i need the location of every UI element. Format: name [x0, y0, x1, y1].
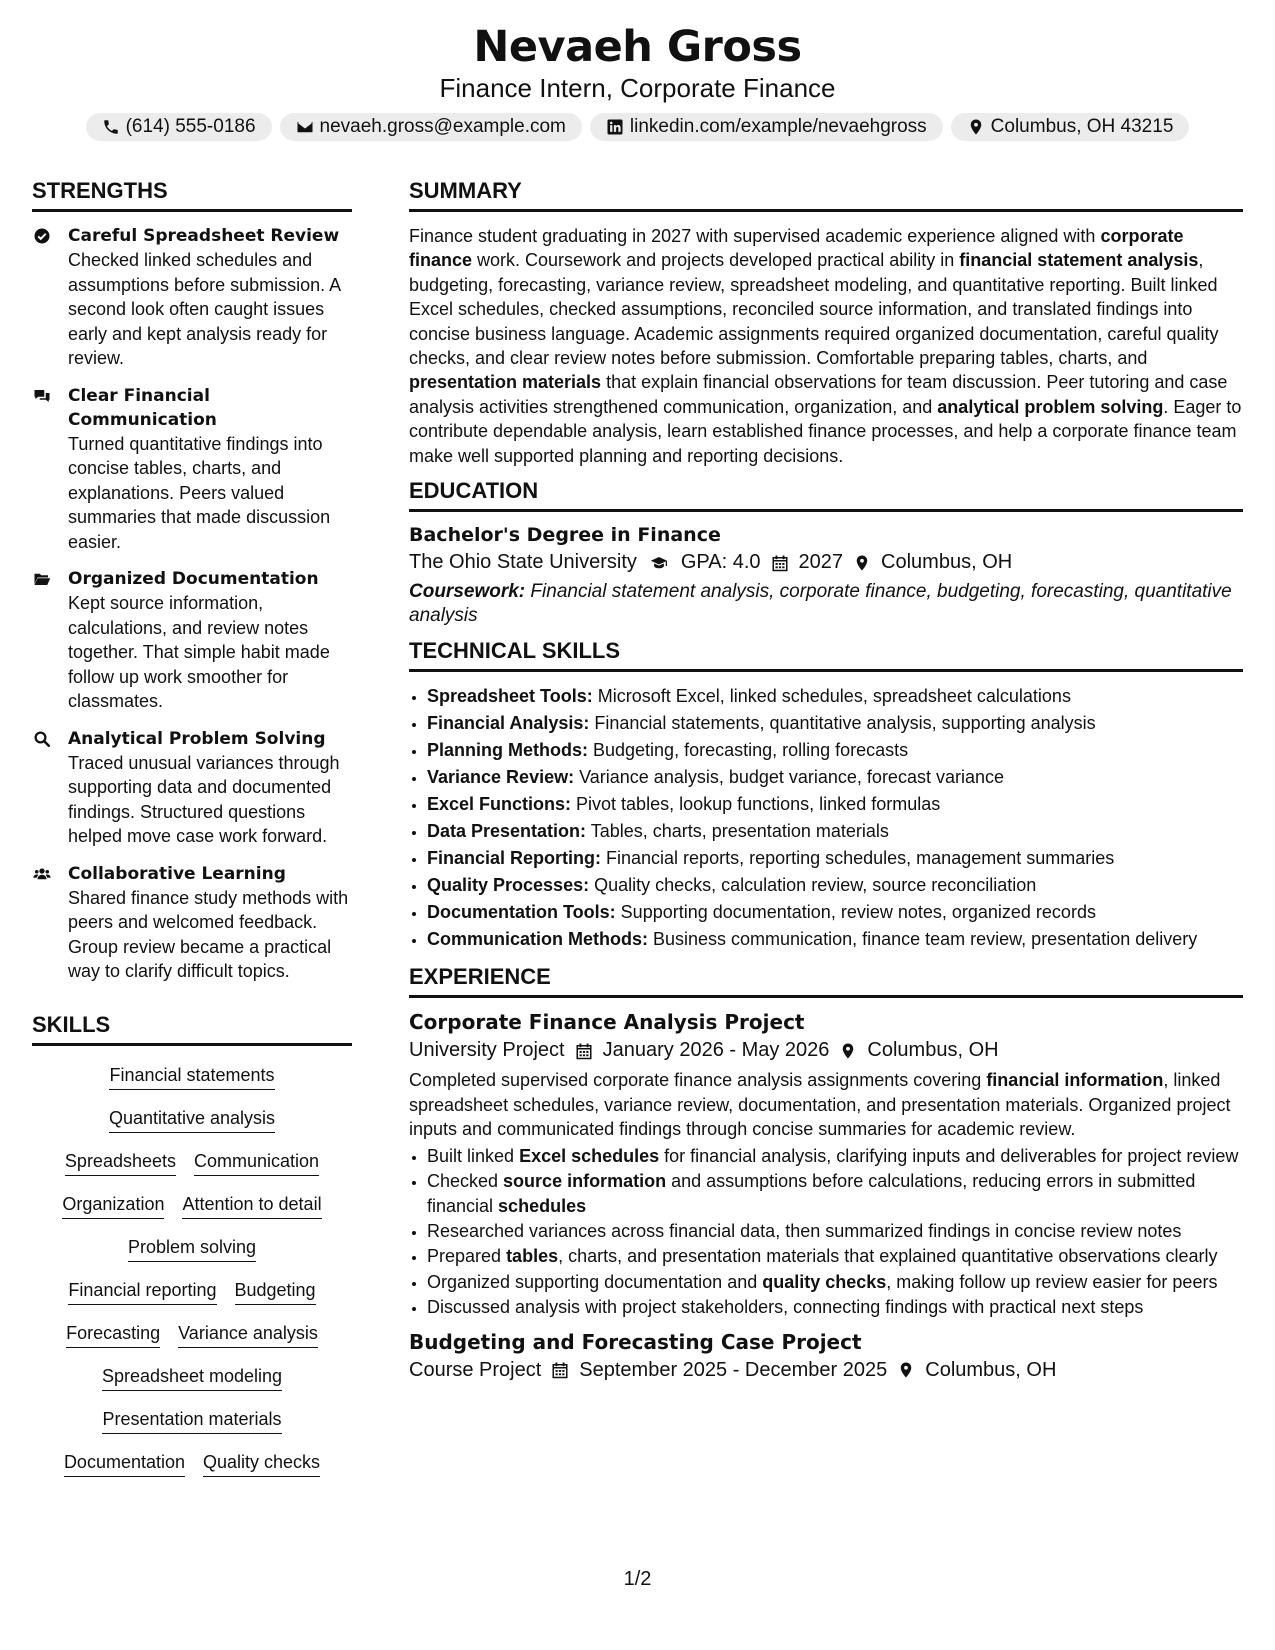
experience-item: [409, 1010, 1243, 1319]
technical-skills-list: [409, 684, 1243, 951]
skill-row: [32, 1451, 352, 1477]
technical-skill-label: Financial Analysis:: [427, 713, 590, 734]
strength-desc: Checked linked schedules and assumptions before submission. A second look often caught issues early and kept analysis ready for review.: [68, 250, 341, 368]
graduation-cap-icon: [647, 554, 671, 572]
technical-skill-value: Budgeting, forecasting, rolling forecasts: [588, 740, 909, 761]
technical-skill-label: Data Presentation:: [427, 821, 587, 842]
experience-org: Course Project: [409, 1358, 542, 1381]
bold-keyword: analytical problem solving: [937, 396, 1164, 417]
candidate-title: Finance Intern, Corporate Finance: [439, 73, 836, 103]
experience-bullet: [427, 1270, 1243, 1294]
phone-chip[interactable]: [86, 113, 272, 141]
contact-bar: [0, 113, 1275, 141]
skills-section: [32, 1012, 352, 1477]
strength-title: Analytical Problem Solving: [68, 728, 326, 749]
text-segment: Researched variances across financial data, then summarized findings in concise review notes: [427, 1220, 1182, 1241]
skill-tag: Problem solving: [128, 1236, 256, 1262]
experience-location: Columbus, OH: [925, 1358, 1057, 1381]
skills-tag-cloud: [32, 1064, 352, 1477]
bold-keyword: quality checks: [762, 1271, 887, 1292]
technical-skill-item: [427, 765, 1243, 789]
skill-row: [32, 1064, 352, 1090]
strength-item: [32, 224, 352, 371]
text-segment: Prepared: [427, 1246, 507, 1267]
technical-skill-value: Quality checks, calculation review, source reconciliation: [589, 875, 1037, 896]
calendar-icon: [551, 1361, 569, 1379]
technical-skill-item: [427, 819, 1243, 843]
bold-keyword: Excel schedules: [519, 1145, 660, 1166]
map-marker-icon: [967, 118, 985, 136]
folder-open-icon: [32, 570, 52, 588]
graduation-year: 2027: [798, 551, 844, 574]
technical-skill-value: Financial statements, quantitative analysis, supporting analysis: [589, 713, 1096, 734]
technical-skill-item: [427, 846, 1243, 870]
left-column: [32, 178, 352, 1477]
experience-dates: January 2026 - May 2026: [602, 1039, 830, 1062]
strength-desc: Kept source information, calculations, and review notes together. That simple habit made follow up work smoother for classmates.: [68, 593, 330, 711]
experience-bullet: [427, 1169, 1243, 1218]
text-segment: work. Coursework and projects developed practical ability in: [472, 250, 960, 271]
technical-skill-item: [427, 927, 1243, 951]
text-segment: , charts, and presentation materials that explained quantitative observations clearly: [558, 1246, 1218, 1267]
technical-skills-heading: TECHNICAL SKILLS: [409, 638, 1243, 672]
experience-heading: EXPERIENCE: [409, 964, 1243, 998]
technical-skill-item: [427, 684, 1243, 708]
strength-desc: Turned quantitative findings into concise tables, charts, and explanations. Peers valued summaries that made discussion easier.: [68, 433, 331, 552]
text-segment: and assumptions before calculations, reducing errors in submitted financial: [427, 1171, 1196, 1216]
experience-bullet: [427, 1244, 1243, 1268]
strengths-heading: STRENGTHS: [32, 178, 352, 212]
bold-keyword: schedules: [498, 1195, 587, 1216]
strength-item: [32, 862, 352, 984]
experience-bullet: [427, 1295, 1243, 1319]
technical-skill-label: Spreadsheet Tools:: [427, 686, 593, 707]
coursework-label: Coursework:: [409, 581, 526, 603]
strengths-list: [32, 224, 352, 984]
experience-summary: [409, 1068, 1243, 1141]
technical-skill-value: Variance analysis, budget variance, forecast variance: [574, 767, 1004, 788]
text-segment: , making follow up review easier for peers: [886, 1271, 1218, 1292]
technical-skill-label: Communication Methods:: [427, 929, 648, 950]
envelope-icon: [296, 118, 314, 136]
technical-skill-label: Quality Processes:: [427, 875, 590, 896]
summary-text: [409, 224, 1243, 468]
technical-skill-value: Financial reports, reporting schedules, management summaries: [601, 848, 1115, 869]
gpa-text: GPA: 4.0: [680, 551, 761, 574]
technical-skill-item: [427, 711, 1243, 735]
technical-skill-value: Pivot tables, lookup functions, linked formulas: [571, 794, 941, 815]
technical-skill-label: Excel Functions:: [427, 794, 572, 815]
bold-keyword: presentation materials: [409, 372, 602, 393]
linkedin-chip[interactable]: [590, 113, 943, 141]
text-segment: that explain financial observations for team discussion. Peer tutoring and case analysis activities strengthened communication, organization, and: [409, 372, 1228, 417]
strength-title: Collaborative Learning: [68, 863, 286, 884]
skill-row: [32, 1365, 352, 1391]
text-segment: Completed supervised corporate finance analysis assignments covering: [409, 1070, 987, 1091]
phone-icon: [102, 118, 120, 136]
text-segment: , linked spreadsheet schedules, variance review, documentation, and presentation materials. Organized project inputs and communicated findings through concise summaries for academic review.: [409, 1070, 1231, 1140]
strength-title: Careful Spreadsheet Review: [68, 226, 340, 246]
calendar-icon: [575, 1042, 593, 1060]
skill-row: [32, 1322, 352, 1348]
experience-bullet: [427, 1144, 1243, 1168]
technical-skill-item: [427, 792, 1243, 816]
email-text: nevaeh.gross@example.com: [319, 116, 566, 137]
strength-desc: Shared finance study methods with peers and welcomed feedback. Group review became a practical way to clarify difficult topics.: [68, 887, 349, 981]
skill-row: [32, 1150, 352, 1176]
search-icon: [32, 730, 52, 748]
experience-title: Budgeting and Forecasting Case Project: [409, 1329, 862, 1354]
skills-heading: SKILLS: [32, 1012, 352, 1046]
map-marker-icon: [839, 1042, 857, 1060]
email-chip[interactable]: [280, 113, 582, 141]
experience-bullets: [409, 1144, 1243, 1320]
technical-skill-value: Business communication, finance team review, presentation delivery: [648, 929, 1198, 950]
strength-item: [32, 567, 352, 714]
text-segment: Checked: [427, 1171, 504, 1192]
location-chip: [951, 113, 1190, 141]
text-segment: for financial analysis, clarifying inputs and deliverables for project review: [659, 1145, 1239, 1166]
skill-tag: Communication: [194, 1150, 319, 1176]
location-text: Columbus, OH 43215: [990, 116, 1174, 137]
technical-skill-label: Planning Methods:: [427, 740, 588, 761]
experience-title: Corporate Finance Analysis Project: [409, 1010, 805, 1035]
experience-dates: September 2025 - December 2025: [579, 1358, 888, 1381]
experience-list: [409, 1010, 1243, 1381]
technical-skill-value: Supporting documentation, review notes, organized records: [615, 902, 1096, 923]
school-location: Columbus, OH: [881, 551, 1013, 574]
skill-tag: Spreadsheet modeling: [102, 1365, 282, 1391]
summary-heading: SUMMARY: [409, 178, 1243, 212]
technical-skill-label: Financial Reporting:: [427, 848, 602, 869]
phone-text: (614) 555-0186: [125, 116, 256, 137]
experience-meta: [409, 1039, 1243, 1062]
text-segment: . Eager to contribute dependable analysis, learn established finance processes, and help a corporate finance team make well supported planning and reporting decisions.: [409, 396, 1242, 466]
technical-skill-item: [427, 900, 1243, 924]
experience-meta: [409, 1359, 1243, 1382]
strength-title: Organized Documentation: [68, 569, 319, 589]
coursework: [409, 580, 1243, 628]
technical-skill-label: Documentation Tools:: [427, 902, 616, 923]
skill-tag: Financial reporting: [68, 1279, 216, 1305]
bold-keyword: source information: [503, 1171, 667, 1192]
strength-item: [32, 384, 352, 555]
text-segment: Finance student graduating in 2027 with supervised academic experience aligned with: [409, 226, 1101, 246]
technical-skill-value: Microsoft Excel, linked schedules, spreadsheet calculations: [592, 686, 1071, 707]
calendar-icon: [771, 554, 789, 572]
bold-keyword: tables: [506, 1246, 559, 1267]
skill-tag: Quality checks: [203, 1451, 320, 1477]
strength-desc: Traced unusual variances through supporting data and documented findings. Structured questions helped move case work forward.: [68, 752, 340, 846]
skill-row: [32, 1236, 352, 1262]
technical-skill-value: Tables, charts, presentation materials: [586, 821, 889, 842]
map-marker-icon: [897, 1361, 915, 1379]
experience-bullet: [427, 1219, 1243, 1243]
skill-tag: Financial statements: [109, 1064, 274, 1090]
school-name: The Ohio State University: [409, 551, 637, 574]
text-segment: , budgeting, forecasting, variance review, spreadsheet modeling, and quantitative reporting. Built linked Excel schedules, checked assumptions, reconciled source information, and translated findings into concise business language. Academic assignments required organized documentation, careful quality checks, and clear review notes before submission. Comfortable preparing tables, charts, and: [409, 250, 1219, 369]
skill-tag: Quantitative analysis: [109, 1107, 275, 1133]
right-column: [409, 178, 1243, 1388]
experience-item: [409, 1330, 1243, 1382]
education-meta: [409, 551, 1243, 574]
skill-tag: Organization: [62, 1193, 164, 1219]
map-marker-icon: [853, 554, 871, 572]
linkedin-icon: [606, 118, 624, 136]
strength-title: Clear Financial Communication: [68, 385, 217, 430]
linkedin-text: linkedin.com/example/nevaehgross: [629, 116, 927, 137]
text-segment: Organized supporting documentation and: [427, 1271, 763, 1292]
candidate-name: Nevaeh Gross: [473, 22, 802, 72]
skill-row: [32, 1107, 352, 1133]
experience-location: Columbus, OH: [867, 1039, 999, 1062]
bold-keyword: corporate finance: [409, 226, 1184, 271]
users-icon: [32, 865, 52, 883]
bold-keyword: financial statement analysis: [959, 250, 1199, 271]
skill-row: [32, 1279, 352, 1305]
experience-org: University Project: [409, 1039, 565, 1062]
check-circle-icon: [32, 227, 52, 245]
bold-keyword: financial information: [986, 1070, 1164, 1091]
skill-tag: Attention to detail: [182, 1193, 321, 1219]
skill-tag: Forecasting: [66, 1322, 160, 1348]
education-heading: EDUCATION: [409, 478, 1243, 512]
page-number: 1/2: [623, 1568, 652, 1590]
skill-tag: Spreadsheets: [65, 1150, 176, 1176]
technical-skill-item: [427, 738, 1243, 762]
skill-tag: Variance analysis: [178, 1322, 318, 1348]
text-segment: Built linked: [427, 1145, 520, 1166]
skill-tag: Budgeting: [235, 1279, 316, 1305]
technical-skill-item: [427, 873, 1243, 897]
skill-row: [32, 1193, 352, 1219]
degree-title: Bachelor's Degree in Finance: [409, 524, 721, 547]
comments-icon: [32, 387, 52, 405]
skill-tag: Presentation materials: [102, 1408, 281, 1434]
technical-skill-label: Variance Review:: [427, 767, 575, 788]
text-segment: Discussed analysis with project stakeholders, connecting findings with practical next steps: [427, 1297, 1144, 1318]
skill-row: [32, 1408, 352, 1434]
coursework-text: Financial statement analysis, corporate finance, budgeting, forecasting, quantitative analysis: [409, 581, 1232, 627]
strength-item: [32, 727, 352, 849]
skill-tag: Documentation: [64, 1451, 185, 1477]
